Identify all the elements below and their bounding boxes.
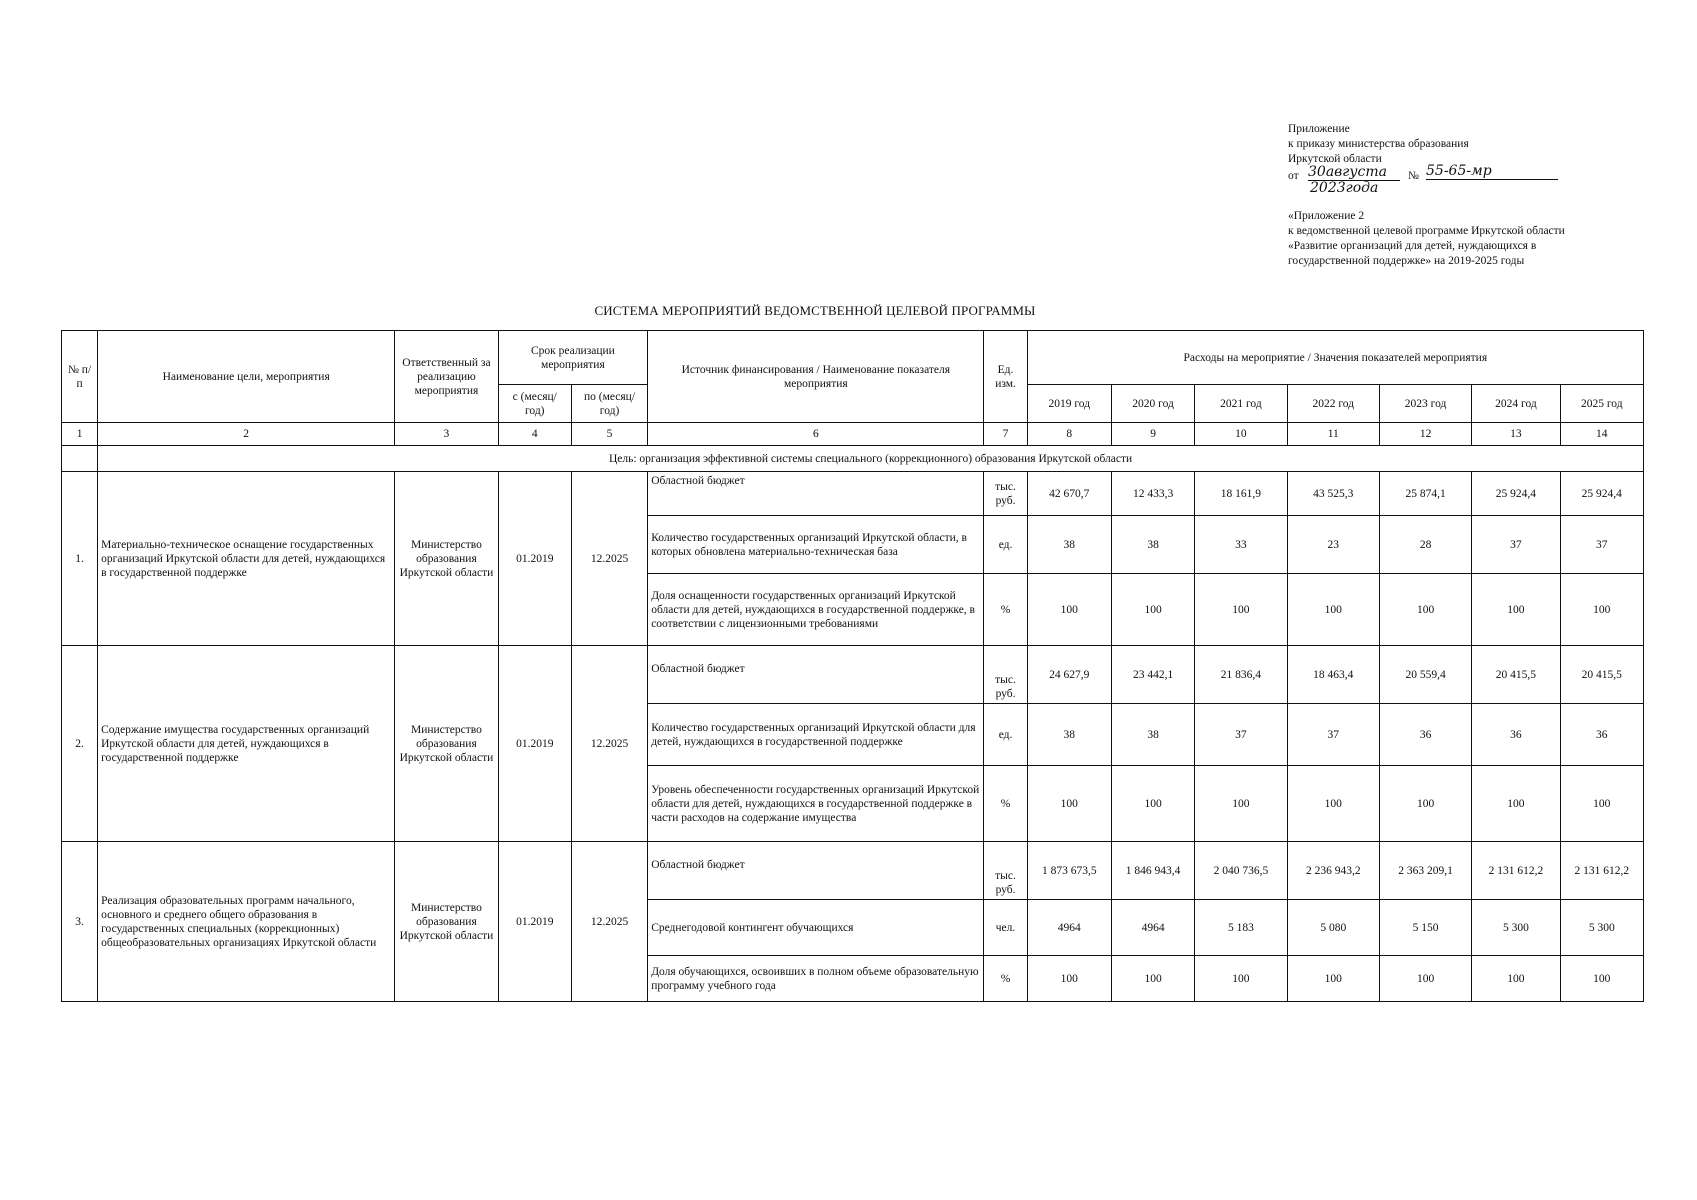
header-to: по (месяц/ год) (571, 385, 647, 423)
column-number: 14 (1560, 423, 1643, 446)
value-cell: 2 236 943,2 (1287, 842, 1379, 900)
activity-num: 2. (62, 646, 98, 842)
table-row (62, 646, 1644, 704)
value-cell: 100 (1195, 574, 1287, 646)
indicator-cell: Среднегодовой контингент обучающихся (648, 900, 984, 956)
value-cell: 23 (1287, 516, 1379, 574)
value-cell: 2 131 612,2 (1560, 842, 1643, 900)
header-responsible: Ответственный за реализацию мероприятия (395, 331, 498, 423)
value-cell: 100 (1287, 766, 1379, 842)
header-name: Наименование цели, мероприятия (98, 331, 395, 423)
value-cell: 20 415,5 (1560, 646, 1643, 704)
column-number: 9 (1111, 423, 1194, 446)
column-number: 11 (1287, 423, 1379, 446)
column-number: 1 (62, 423, 98, 446)
unit-cell: тыс. руб. (984, 842, 1027, 900)
value-cell: 4964 (1027, 900, 1111, 956)
value-cell: 100 (1287, 574, 1379, 646)
value-cell: 100 (1195, 766, 1287, 842)
column-number: 3 (395, 423, 498, 446)
goal-row: Цель: организация эффективной системы специального (коррекционного) образования Иркутской области (98, 446, 1644, 472)
unit-cell: % (984, 956, 1027, 1002)
value-cell: 37 (1472, 516, 1560, 574)
activity-to: 12.2025 (571, 842, 647, 1002)
column-number: 6 (648, 423, 984, 446)
from-label: от (1288, 170, 1299, 182)
header-year: 2019 год (1027, 385, 1111, 423)
indicator-cell: Количество государственных организаций Иркутской области, в которых обновлена материально-техническая база (648, 516, 984, 574)
header-year: 2023 год (1379, 385, 1471, 423)
value-cell: 36 (1560, 704, 1643, 766)
value-cell: 2 363 209,1 (1379, 842, 1471, 900)
unit-cell: ед. (984, 704, 1027, 766)
table-row (62, 472, 1644, 516)
activity-from: 01.2019 (498, 646, 571, 842)
value-cell: 2 040 736,5 (1195, 842, 1287, 900)
table-row (62, 842, 1644, 900)
value-cell: 25 874,1 (1379, 472, 1471, 516)
value-cell: 100 (1472, 574, 1560, 646)
number-label: № (1408, 170, 1419, 182)
value-cell: 100 (1472, 956, 1560, 1002)
value-cell: 5 300 (1472, 900, 1560, 956)
activity-num: 1. (62, 472, 98, 646)
order-date-row (1288, 163, 1683, 203)
indicator-cell: Уровень обеспеченности государственных организаций Иркутской области для детей, нуждающихся в государственной поддержке в части расходов на содержание имущества (648, 766, 984, 842)
value-cell: 37 (1560, 516, 1643, 574)
value-cell: 43 525,3 (1287, 472, 1379, 516)
column-number: 2 (98, 423, 395, 446)
value-cell: 5 150 (1379, 900, 1471, 956)
column-number: 5 (571, 423, 647, 446)
value-cell: 38 (1111, 704, 1194, 766)
activity-name: Реализация образовательных программ начального, основного и среднего общего образования в государственных специальных (коррекционных) общеобразовательных организациях Иркутской области (98, 842, 395, 1002)
handwritten-date: 30августа (1308, 165, 1400, 181)
unit-cell: тыс. руб. (984, 646, 1027, 704)
activity-to: 12.2025 (571, 646, 647, 842)
indicator-cell: Доля оснащенности государственных организаций Иркутской области для детей, нуждающихся в государственной поддержке, в соответствии с лицензионными требованиями (648, 574, 984, 646)
value-cell: 4964 (1111, 900, 1194, 956)
header-period: Срок реализации мероприятия (498, 331, 648, 385)
header-from: с (месяц/ год) (498, 385, 571, 423)
value-cell: 25 924,4 (1472, 472, 1560, 516)
value-cell: 37 (1195, 704, 1287, 766)
activity-name: Содержание имущества государственных организаций Иркутской области для детей, нуждающихся в государственной поддержке (98, 646, 395, 842)
unit-cell: % (984, 766, 1027, 842)
activity-responsible: Министерство образования Иркутской области (395, 646, 498, 842)
value-cell: 100 (1560, 956, 1643, 1002)
activity-to: 12.2025 (571, 472, 647, 646)
value-cell: 100 (1027, 956, 1111, 1002)
value-cell: 18 463,4 (1287, 646, 1379, 704)
header-unit: Ед. изм. (984, 331, 1027, 423)
activity-from: 01.2019 (498, 842, 571, 1002)
header-num: № п/п (62, 331, 98, 423)
value-cell: 100 (1111, 956, 1194, 1002)
column-number: 8 (1027, 423, 1111, 446)
document-title: СИСТЕМА МЕРОПРИЯТИЙ ВЕДОМСТВЕННОЙ ЦЕЛЕВОЙ ПРОГРАММЫ (594, 303, 1036, 318)
value-cell: 2 131 612,2 (1472, 842, 1560, 900)
value-cell: 100 (1111, 574, 1194, 646)
value-cell: 21 836,4 (1195, 646, 1287, 704)
value-cell: 38 (1027, 704, 1111, 766)
activity-from: 01.2019 (498, 472, 571, 646)
appendix-line: к приказу министерства образования (1288, 138, 1469, 150)
value-cell: 37 (1287, 704, 1379, 766)
appendix2-line: «Развитие организаций для детей, нуждающихся в (1288, 240, 1537, 252)
value-cell: 42 670,7 (1027, 472, 1111, 516)
value-cell: 100 (1379, 574, 1471, 646)
value-cell: 12 433,3 (1111, 472, 1194, 516)
value-cell: 33 (1195, 516, 1287, 574)
column-number: 7 (984, 423, 1027, 446)
value-cell: 100 (1379, 766, 1471, 842)
value-cell: 1 873 673,5 (1027, 842, 1111, 900)
value-cell: 28 (1379, 516, 1471, 574)
value-cell: 100 (1287, 956, 1379, 1002)
column-number-row (62, 423, 1644, 446)
value-cell: 100 (1111, 766, 1194, 842)
column-number: 10 (1195, 423, 1287, 446)
appendix2-line: государственной поддержке» на 2019-2025 годы (1288, 255, 1525, 267)
unit-cell: % (984, 574, 1027, 646)
source-cell: Областной бюджет (648, 842, 984, 900)
header-year: 2025 год (1560, 385, 1643, 423)
appendix2-line: «Приложение 2 (1288, 210, 1365, 222)
unit-cell: чел. (984, 900, 1027, 956)
column-number: 12 (1379, 423, 1471, 446)
handwritten-year: 2023года (1310, 180, 1379, 196)
appendix-line: Иркутской области (1288, 153, 1382, 165)
value-cell: 25 924,4 (1560, 472, 1643, 516)
value-cell: 20 415,5 (1472, 646, 1560, 704)
value-cell: 38 (1111, 516, 1194, 574)
column-number: 4 (498, 423, 571, 446)
value-cell: 38 (1027, 516, 1111, 574)
value-cell: 24 627,9 (1027, 646, 1111, 704)
value-cell: 100 (1195, 956, 1287, 1002)
activity-responsible: Министерство образования Иркутской области (395, 472, 498, 646)
value-cell: 5 183 (1195, 900, 1287, 956)
value-cell: 100 (1560, 574, 1643, 646)
indicator-cell: Количество государственных организаций Иркутской области для детей, нуждающихся в государственной поддержке (648, 704, 984, 766)
value-cell: 23 442,1 (1111, 646, 1194, 704)
appendix2-line: к ведомственной целевой программе Иркутской области (1288, 225, 1565, 237)
header-source: Источник финансирования / Наименование показателя мероприятия (648, 331, 984, 423)
appendix-line: Приложение (1288, 123, 1350, 135)
value-cell: 18 161,9 (1195, 472, 1287, 516)
value-cell: 100 (1472, 766, 1560, 842)
value-cell: 36 (1379, 704, 1471, 766)
activity-responsible: Министерство образования Иркутской области (395, 842, 498, 1002)
value-cell: 20 559,4 (1379, 646, 1471, 704)
indicator-cell: Доля обучающихся, освоивших в полном объеме образовательную программу учебного года (648, 956, 984, 1002)
value-cell: 100 (1027, 766, 1111, 842)
value-cell: 36 (1472, 704, 1560, 766)
activity-num: 3. (62, 842, 98, 1002)
header-expenses: Расходы на мероприятие / Значения показателей мероприятия (1027, 331, 1643, 385)
value-cell: 100 (1027, 574, 1111, 646)
value-cell: 100 (1560, 766, 1643, 842)
value-cell: 100 (1379, 956, 1471, 1002)
header-year: 2021 год (1195, 385, 1287, 423)
source-cell: Областной бюджет (648, 472, 984, 516)
value-cell: 5 300 (1560, 900, 1643, 956)
header-year: 2024 год (1472, 385, 1560, 423)
value-cell: 5 080 (1287, 900, 1379, 956)
activities-table (61, 330, 1644, 1002)
value-cell: 1 846 943,4 (1111, 842, 1194, 900)
header-year: 2020 год (1111, 385, 1194, 423)
header-year: 2022 год (1287, 385, 1379, 423)
column-number: 13 (1472, 423, 1560, 446)
unit-cell: ед. (984, 516, 1027, 574)
handwritten-number: 55-65-мр (1426, 164, 1558, 180)
appendix-header (1288, 122, 1683, 269)
activity-name: Материально-техническое оснащение государственных организаций Иркутской области для детей, нуждающихся в государственной поддержке (98, 472, 395, 646)
unit-cell: тыс. руб. (984, 472, 1027, 516)
source-cell: Областной бюджет (648, 646, 984, 704)
